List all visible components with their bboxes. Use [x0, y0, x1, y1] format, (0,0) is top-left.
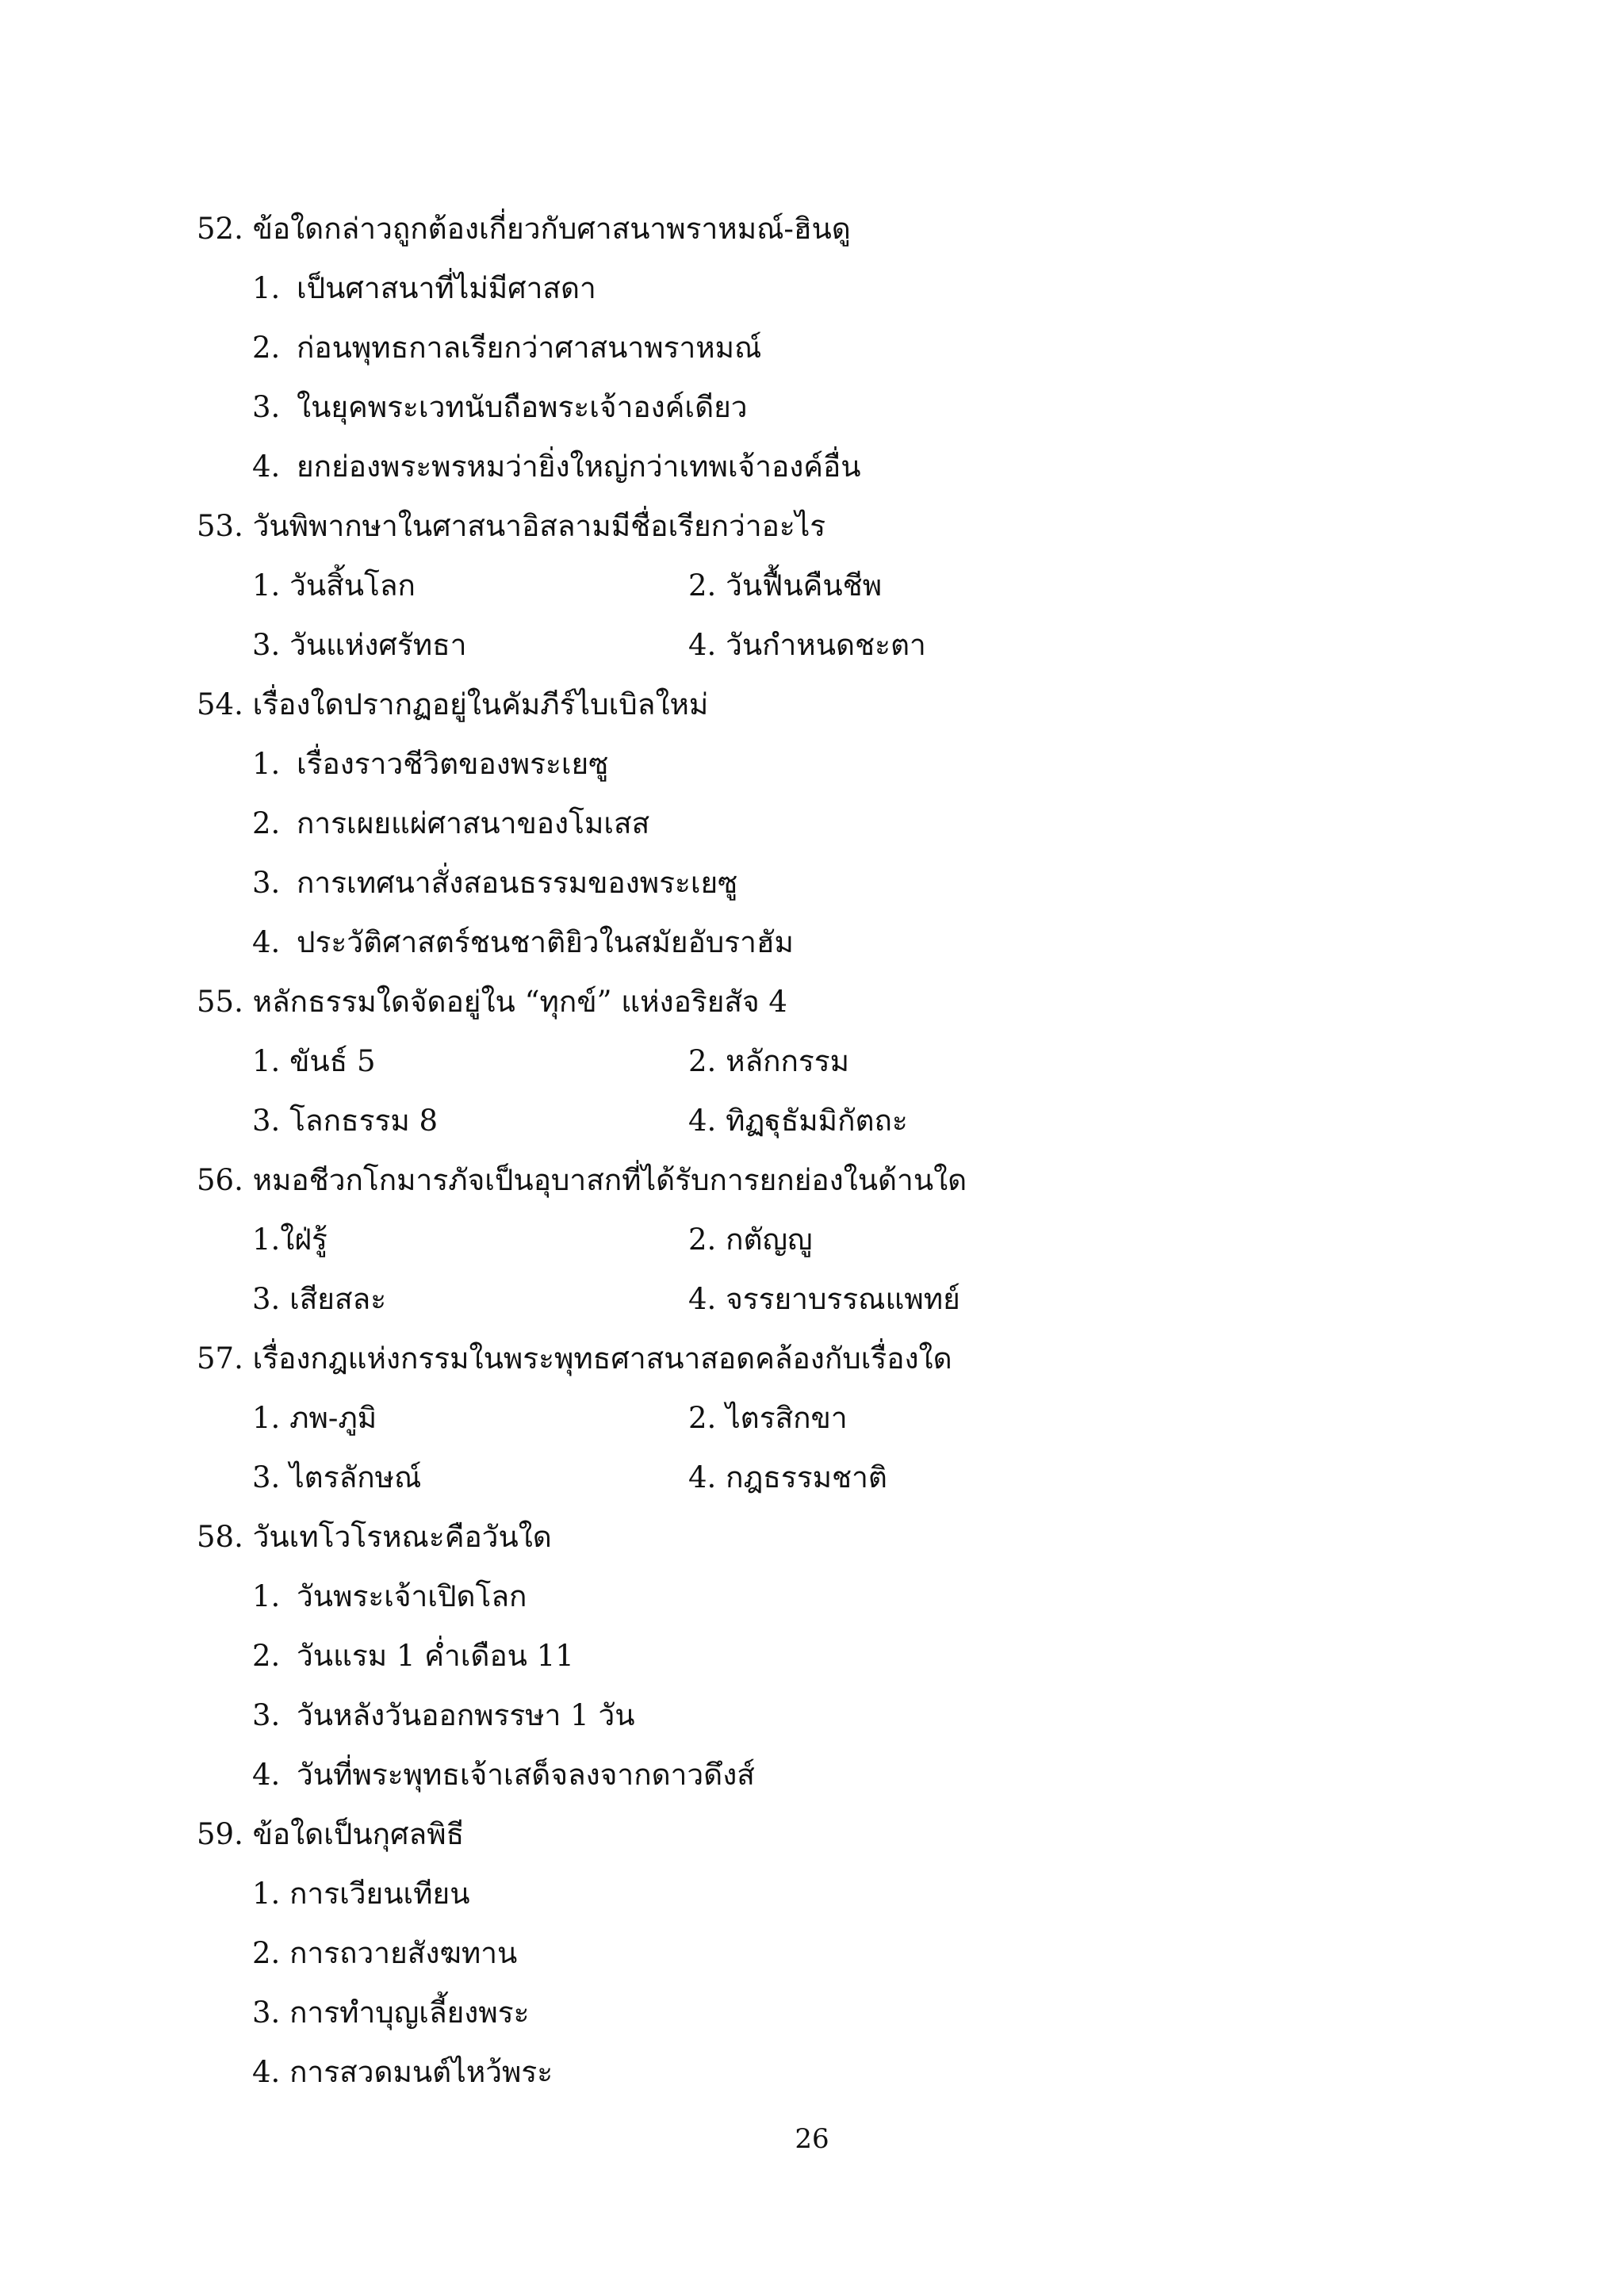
q55-option-1: 1. ขันธ์ 5 [252, 1044, 376, 1078]
q57-option-1: 1. ภพ-ภูมิ [252, 1401, 377, 1435]
q58-option-4-text: วันที่พระพุทธเจ้าเสด็จลงจากดาวดึงส์ [297, 1758, 755, 1792]
q59-option-3: 3. การทำบุญเลี้ยงพระ [252, 1996, 530, 2030]
q54-option-3-text: การเทศนาสั่งสอนธรรมของพระเยซู [297, 866, 738, 900]
q56-option-3: 3. เสียสละ [252, 1282, 387, 1316]
q52-option-2-number: 2. [252, 331, 281, 365]
q56-option-1: 1.ใฝ่รู้ [252, 1223, 327, 1257]
q52-option-1-number: 1. [252, 271, 281, 305]
q58-option-3-number: 3. [252, 1698, 281, 1732]
question-52-stem: 52. ข้อใดกล่าวถูกต้องเกี่ยวกับศาสนาพราหมณ์-ฮินดู [197, 212, 851, 246]
question-55-stem: 55. หลักธรรมใดจัดอยู่ใน “ทุกข์” แห่งอริยสัจ 4 [197, 985, 787, 1019]
q58-option-2-text: วันแรม 1 ค่ำเดือน 11 [297, 1639, 574, 1673]
q52-option-4-text: ยกย่องพระพรหมว่ายิ่งใหญ่กว่าเทพเจ้าองค์อื่น [297, 450, 861, 484]
q54-option-2-number: 2. [252, 806, 281, 840]
q56-option-4: 4. จรรยาบรรณแพทย์ [688, 1282, 960, 1316]
q54-option-4-text: ประวัติศาสตร์ชนชาติยิวในสมัยอับราฮัม [297, 925, 794, 959]
q52-option-3-number: 3. [252, 390, 281, 424]
q52-option-2-text: ก่อนพุทธกาลเรียกว่าศาสนาพราหมณ์ [297, 331, 762, 365]
q58-option-2-number: 2. [252, 1639, 281, 1673]
q53-option-3: 3. วันแห่งศรัทธา [252, 628, 467, 662]
question-54-stem: 54. เรื่องใดปรากฏอยู่ในคัมภีร์ไบเบิลใหม่ [197, 687, 709, 721]
q55-option-3: 3. โลกธรรม 8 [252, 1104, 439, 1138]
q54-option-3-number: 3. [252, 866, 281, 900]
q58-option-1-number: 1. [252, 1579, 281, 1613]
q53-option-4: 4. วันกำหนดชะตา [688, 628, 926, 662]
q57-option-2: 2. ไตรสิกขา [688, 1401, 848, 1435]
q55-option-2: 2. หลักกรรม [688, 1044, 850, 1078]
q53-option-2: 2. วันฟื้นคืนชีพ [688, 568, 883, 603]
q58-option-4-number: 4. [252, 1758, 281, 1792]
page-number: 26 [795, 2123, 829, 2155]
question-57-stem: 57. เรื่องกฎแห่งกรรมในพระพุทธศาสนาสอดคล้องกับเรื่องใด [197, 1341, 952, 1376]
question-58-stem: 58. วันเทโวโรหณะคือวันใด [197, 1520, 552, 1554]
question-56-stem: 56. หมอชีวกโกมารภัจเป็นอุบาสกที่ได้รับการยกย่องในด้านใด [197, 1163, 967, 1197]
question-53-stem: 53. วันพิพากษาในศาสนาอิสลามมีชื่อเรียกว่าอะไร [197, 509, 826, 543]
q54-option-4-number: 4. [252, 925, 281, 959]
q54-option-1-text: เรื่องราวชีวิตของพระเยซู [297, 747, 609, 781]
q59-option-2: 2. การถวายสังฆทาน [252, 1936, 518, 1970]
q52-option-4-number: 4. [252, 450, 281, 484]
q59-option-1: 1. การเวียนเทียน [252, 1877, 470, 1911]
q54-option-1-number: 1. [252, 747, 281, 781]
q57-option-3: 3. ไตรลักษณ์ [252, 1460, 422, 1494]
question-59-stem: 59. ข้อใดเป็นกุศลพิธี [197, 1817, 465, 1851]
q52-option-1-text: เป็นศาสนาที่ไม่มีศาสดา [297, 271, 596, 305]
q57-option-4: 4. กฎธรรมชาติ [688, 1460, 887, 1494]
q55-option-4: 4. ทิฏฐุธัมมิกัตถะ [688, 1104, 908, 1138]
q59-option-4: 4. การสวดมนต์ไหว้พระ [252, 2055, 553, 2089]
q52-option-3-text: ในยุคพระเวทนับถือพระเจ้าองค์เดียว [297, 390, 748, 424]
q53-option-1: 1. วันสิ้นโลก [252, 568, 416, 603]
q56-option-2: 2. กตัญญู [688, 1223, 813, 1257]
q54-option-2-text: การเผยแผ่ศาสนาของโมเสส [297, 806, 650, 840]
q58-option-1-text: วันพระเจ้าเปิดโลก [297, 1579, 527, 1613]
q58-option-3-text: วันหลังวันออกพรรษา 1 วัน [297, 1698, 635, 1732]
